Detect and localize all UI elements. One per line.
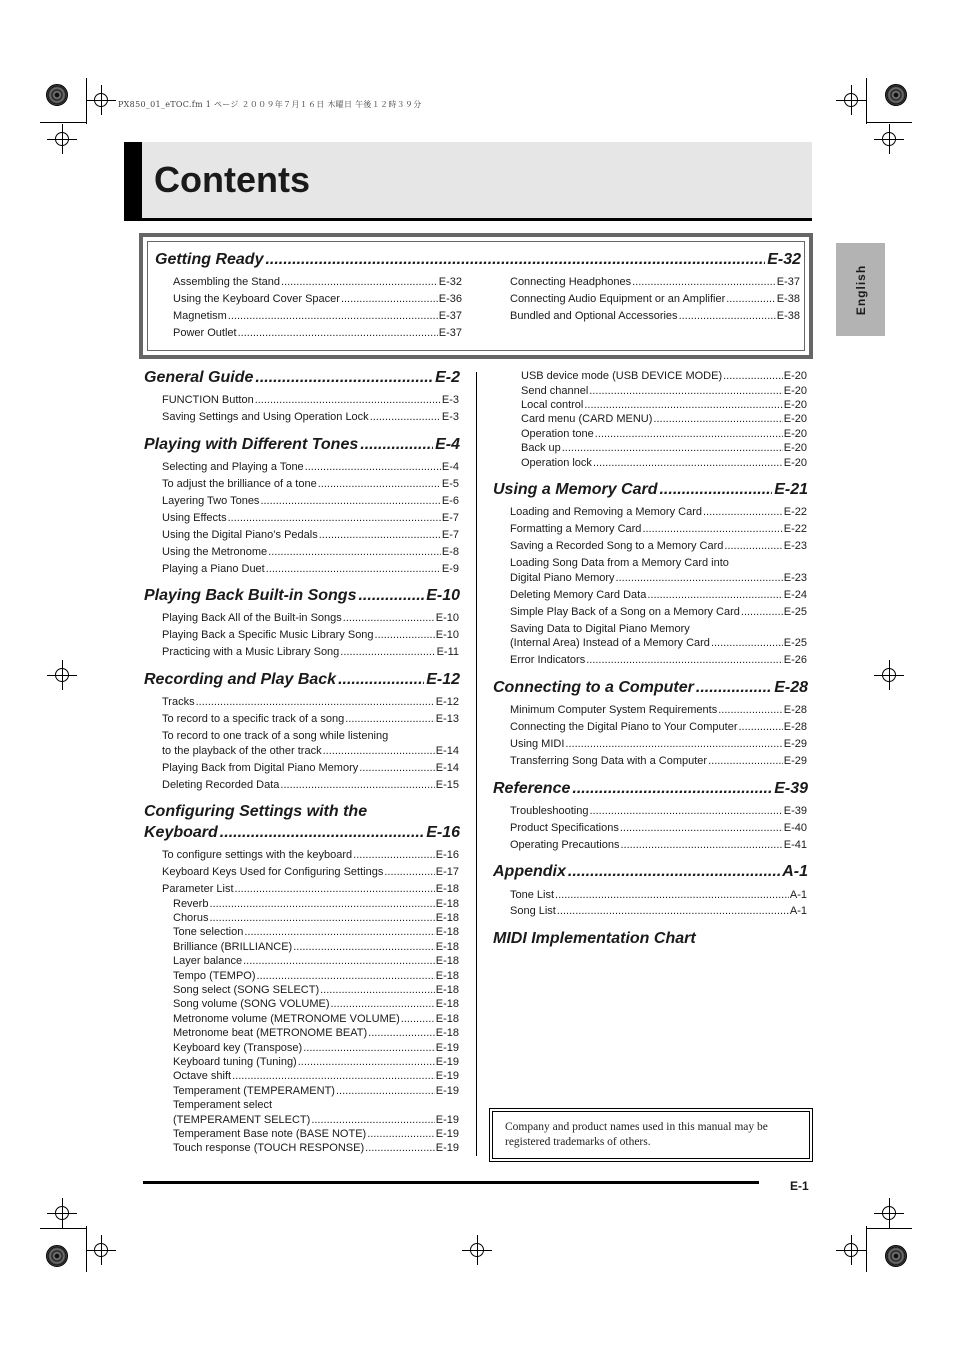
toc-heading-reference[interactable]: Reference ..... E-39: [493, 780, 808, 798]
toc-sub-entry[interactable]: Song select (SONG SELECT) ..... E-18: [173, 984, 459, 996]
toc-entry-text[interactable]: To record to one track of a song while listening: [162, 730, 389, 742]
toc-entry[interactable]: FUNCTION Button ..... E-3: [162, 394, 459, 406]
toc-sub-entry[interactable]: Tempo (TEMPO) ..... E-18: [173, 970, 459, 982]
toc-entry[interactable]: To configure settings with the keyboard ..... E-16: [162, 849, 459, 861]
toc-entry[interactable]: Magnetism ..... E-37: [173, 310, 462, 322]
toc-entry[interactable]: Using the Keyboard Cover Spacer ..... E-36: [173, 293, 462, 305]
toc-entry[interactable]: Keyboard Keys Used for Configuring Settings ..... E-17: [162, 866, 459, 878]
toc-entry[interactable]: Connecting the Digital Piano to Your Computer ..... E-28: [510, 721, 807, 733]
toc-sub-entry[interactable]: Chorus ..... E-18: [173, 912, 459, 924]
toc-sub-entry[interactable]: Operation lock ..... E-20: [521, 457, 807, 469]
page-title: Contents: [154, 159, 310, 200]
toc-sub-entry[interactable]: Brilliance (BRILLIANCE) ..... E-18: [173, 941, 459, 953]
toc-heading-appendix[interactable]: Appendix ..... A-1: [493, 863, 808, 881]
title-accent-bar: [124, 142, 142, 218]
toc-heading-general-guide[interactable]: General Guide ..... E-2: [144, 369, 460, 387]
registration-mark: [844, 93, 858, 107]
trademark-notice-box: [489, 1108, 813, 1162]
title-banner: [124, 142, 812, 221]
toc-entry[interactable]: Playing Back from Digital Piano Memory ..... E-14: [162, 762, 459, 774]
toc-entry[interactable]: Layering Two Tones ..... E-6: [162, 495, 459, 507]
toc-sub-entry[interactable]: Operation tone ..... E-20: [521, 428, 807, 440]
toc-entry[interactable]: Digital Piano Memory ..... E-23: [510, 572, 807, 584]
toc-sub-entry[interactable]: Tone selection ..... E-18: [173, 926, 459, 938]
file-header: PX850_01_eTOC.fm 1 ページ ２００９年７月１６日 木曜日 午後１２時３９分: [118, 100, 422, 109]
toc-heading-playing-tones[interactable]: Playing with Different Tones ..... E-4: [144, 436, 460, 454]
toc-entry[interactable]: Loading and Removing a Memory Card ..... E-22: [510, 506, 807, 518]
toc-entry[interactable]: Tone List ..... A-1: [510, 889, 807, 901]
color-target-icon: [46, 84, 68, 106]
page-number: E-1: [790, 1179, 809, 1193]
toc-entry[interactable]: Troubleshooting ..... E-39: [510, 805, 807, 817]
toc-entry-text[interactable]: Loading Song Data from a Memory Card into: [510, 557, 729, 569]
registration-mark: [844, 1243, 858, 1257]
toc-entry[interactable]: To adjust the brilliance of a tone ..... E-5: [162, 478, 459, 490]
toc-entry[interactable]: Simple Play Back of a Song on a Memory Card ..... E-25: [510, 606, 807, 618]
toc-sub-entry[interactable]: Send channel ..... E-20: [521, 385, 807, 397]
toc-heading-getting-ready[interactable]: Getting Ready ..... E-32: [155, 251, 801, 269]
toc-entry[interactable]: Saving a Recorded Song to a Memory Card ..... E-23: [510, 540, 807, 552]
column-divider: [476, 372, 477, 1156]
toc-heading-midi-chart[interactable]: MIDI Implementation Chart: [493, 930, 696, 947]
color-target-icon: [885, 1245, 907, 1267]
toc-entry[interactable]: Bundled and Optional Accessories ..... E-38: [510, 310, 800, 322]
toc-entry[interactable]: Using the Digital Piano’s Pedals ..... E-7: [162, 529, 459, 541]
toc-sub-entry[interactable]: Back up ..... E-20: [521, 442, 807, 454]
footer-rule: [143, 1181, 759, 1184]
toc-sub-entry[interactable]: (TEMPERAMENT SELECT) ..... E-19: [173, 1114, 459, 1126]
color-target-icon: [46, 1245, 68, 1267]
toc-heading-recording[interactable]: Recording and Play Back ..... E-12: [144, 671, 460, 689]
toc-entry[interactable]: To record to a specific track of a song ..... E-13: [162, 713, 459, 725]
registration-mark: [882, 1206, 896, 1220]
toc-sub-entry[interactable]: Layer balance ..... E-18: [173, 955, 459, 967]
toc-entry[interactable]: Connecting Audio Equipment or an Amplifier ..... E-38: [510, 293, 800, 305]
toc-entry[interactable]: Using MIDI ..... E-29: [510, 738, 807, 750]
toc-sub-entry[interactable]: USB device mode (USB DEVICE MODE) ..... E-20: [521, 370, 807, 382]
toc-entry[interactable]: (Internal Area) Instead of a Memory Card ..... E-25: [510, 637, 807, 649]
toc-entry[interactable]: Connecting Headphones ..... E-37: [510, 276, 800, 288]
registration-mark: [94, 1243, 108, 1257]
toc-entry[interactable]: Selecting and Playing a Tone ..... E-4: [162, 461, 459, 473]
toc-heading-configuring-line1[interactable]: Configuring Settings with the: [144, 803, 368, 820]
toc-entry[interactable]: Parameter List ..... E-18: [162, 883, 459, 895]
toc-heading-built-in-songs[interactable]: Playing Back Built-in Songs ..... E-10: [144, 587, 460, 605]
registration-mark: [470, 1243, 484, 1257]
toc-entry[interactable]: Playing Back a Specific Music Library Song ..... E-10: [162, 629, 459, 641]
toc-entry[interactable]: Minimum Computer System Requirements ..... E-28: [510, 704, 807, 716]
color-target-icon: [885, 84, 907, 106]
toc-entry[interactable]: Error Indicators ..... E-26: [510, 654, 807, 666]
toc-entry[interactable]: Transferring Song Data with a Computer ..... E-29: [510, 755, 807, 767]
language-tab-label: English: [853, 264, 868, 315]
toc-sub-entry[interactable]: Touch response (TOUCH RESPONSE) ..... E-19: [173, 1142, 459, 1154]
toc-sub-entry[interactable]: Metronome beat (METRONOME BEAT) ..... E-18: [173, 1027, 459, 1039]
registration-mark: [94, 93, 108, 107]
toc-entry[interactable]: Operating Precautions ..... E-41: [510, 839, 807, 851]
registration-mark: [55, 132, 69, 146]
toc-sub-entry-text[interactable]: Temperament select: [173, 1099, 273, 1111]
toc-sub-entry[interactable]: Metronome volume (METRONOME VOLUME) ..... E-18: [173, 1013, 459, 1025]
toc-heading-configuring[interactable]: Keyboard ..... E-16: [144, 824, 460, 842]
toc-sub-entry[interactable]: Reverb ..... E-18: [173, 898, 459, 910]
toc-entry[interactable]: Deleting Recorded Data ..... E-15: [162, 779, 459, 791]
toc-entry[interactable]: Deleting Memory Card Data ..... E-24: [510, 589, 807, 601]
toc-entry[interactable]: to the playback of the other track ..... E-14: [162, 745, 459, 757]
toc-entry[interactable]: Tracks ..... E-12: [162, 696, 459, 708]
toc-sub-entry[interactable]: Octave shift ..... E-19: [173, 1070, 459, 1082]
registration-mark: [55, 668, 69, 682]
toc-entry[interactable]: Product Specifications ..... E-40: [510, 822, 807, 834]
toc-sub-entry[interactable]: Temperament Base note (BASE NOTE) ..... E-19: [173, 1128, 459, 1140]
registration-mark: [55, 1206, 69, 1220]
toc-heading-computer[interactable]: Connecting to a Computer ..... E-28: [493, 679, 808, 697]
registration-mark: [882, 132, 896, 146]
toc-entry[interactable]: Playing a Piano Duet ..... E-9: [162, 563, 459, 575]
toc-sub-entry[interactable]: Temperament (TEMPERAMENT) ..... E-19: [173, 1085, 459, 1097]
toc-entry[interactable]: Saving Settings and Using Operation Lock ..... E-3: [162, 411, 459, 423]
toc-entry-text[interactable]: Saving Data to Digital Piano Memory: [510, 623, 690, 635]
toc-entry[interactable]: Using Effects ..... E-7: [162, 512, 459, 524]
toc-entry[interactable]: Practicing with a Music Library Song ..... E-11: [162, 646, 459, 658]
toc-sub-entry[interactable]: Keyboard key (Transpose) ..... E-19: [173, 1042, 459, 1054]
toc-sub-entry[interactable]: Keyboard tuning (Tuning) ..... E-19: [173, 1056, 459, 1068]
toc-entry[interactable]: Using the Metronome ..... E-8: [162, 546, 459, 558]
toc-sub-entry[interactable]: Card menu (CARD MENU) ..... E-20: [521, 413, 807, 425]
language-tab: [836, 243, 885, 336]
toc-sub-entry[interactable]: Local control ..... E-20: [521, 399, 807, 411]
toc-entry[interactable]: Assembling the Stand ..... E-32: [173, 276, 462, 288]
trademark-notice: Company and product names used in this manual may be registered trademarks of others.: [492, 1111, 810, 1159]
toc-entry[interactable]: Formatting a Memory Card ..... E-22: [510, 523, 807, 535]
toc-entry[interactable]: Song List ..... A-1: [510, 905, 807, 917]
toc-sub-entry[interactable]: Song volume (SONG VOLUME) ..... E-18: [173, 998, 459, 1010]
toc-entry[interactable]: Playing Back All of the Built-in Songs ..... E-10: [162, 612, 459, 624]
toc-entry[interactable]: Power Outlet ..... E-37: [173, 327, 462, 339]
toc-heading-memory-card[interactable]: Using a Memory Card ..... E-21: [493, 481, 808, 499]
registration-mark: [882, 668, 896, 682]
